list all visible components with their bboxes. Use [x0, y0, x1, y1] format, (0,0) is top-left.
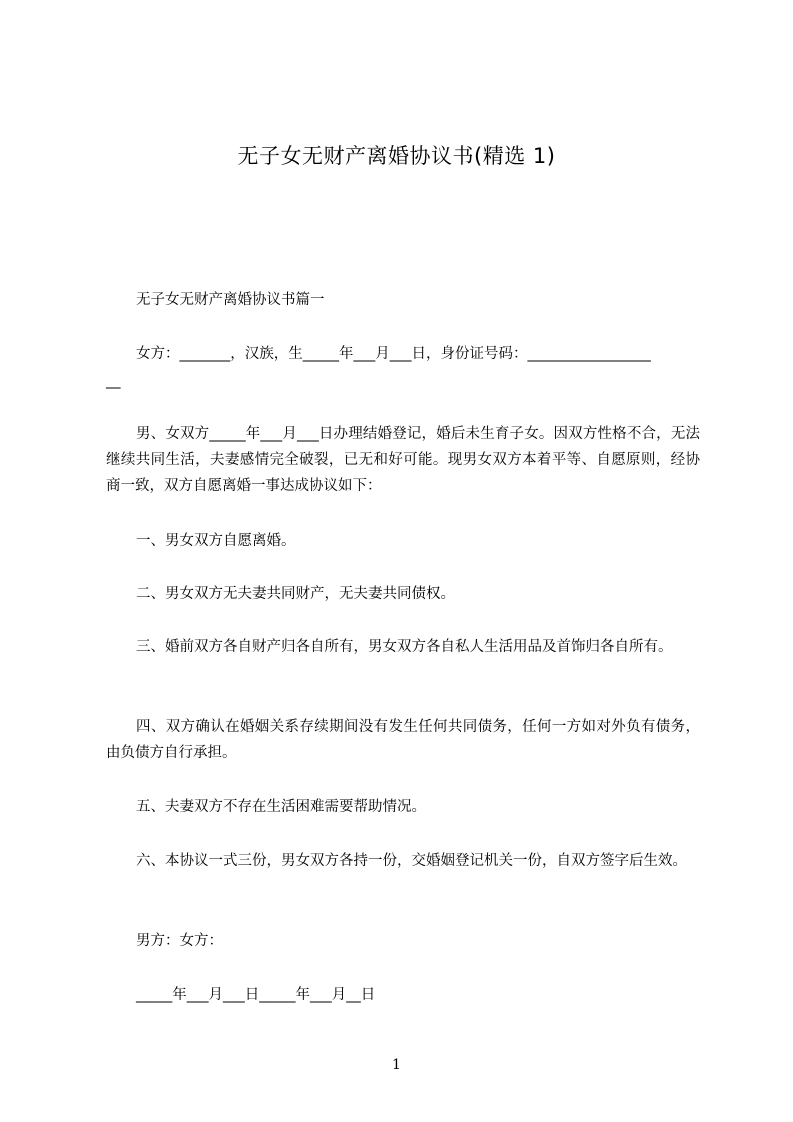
clause-2: 二、男女双方无夫妻共同财产，无夫妻共同债权。 — [136, 586, 455, 602]
agreement-intro: 男、女双方_____年___月___日办理结婚登记，婚后未生育子女。因双方性格不合，无法继续共同生活，夫妻感情完全破裂，已无和好可能。现男女双方本着平等、自愿原则，经协商一致，双方自愿离婚一事达成协议如下： — [106, 426, 700, 494]
clause-3: 三、婚前双方各自财产归各自所有，男女双方各自私人生活用品及首饰归各自所有。 — [136, 639, 673, 655]
clause-5: 五、夫妻双方不存在生活困难需要帮助情况。 — [136, 799, 426, 815]
date-line: _____年___月___日_____年___月__日 — [136, 987, 376, 1003]
clause-6: 六、本协议一式三份，男女双方各持一份，交婚姻登记机关一份，自双方签字后生效。 — [136, 853, 687, 869]
page-number: 1 — [392, 1057, 401, 1073]
clause-4: 四、双方确认在婚姻关系存续期间没有发生任何共同债务，任何一方如对外负有债务，由负债方自行承担。 — [106, 719, 700, 761]
party-info-line: 女方：_______，汉族，生_____年___月___日，身份证号码：_________________ — [136, 346, 651, 362]
signature-line: 男方：女方： — [136, 933, 223, 949]
section-heading: 无子女无财产离婚协议书篇一 — [136, 292, 325, 308]
party-info-line-continuation: __ — [106, 373, 121, 389]
clause-1: 一、男女双方自愿离婚。 — [136, 533, 296, 549]
document-title: 无子女无财产离婚协议书(精选 1) — [237, 144, 556, 168]
